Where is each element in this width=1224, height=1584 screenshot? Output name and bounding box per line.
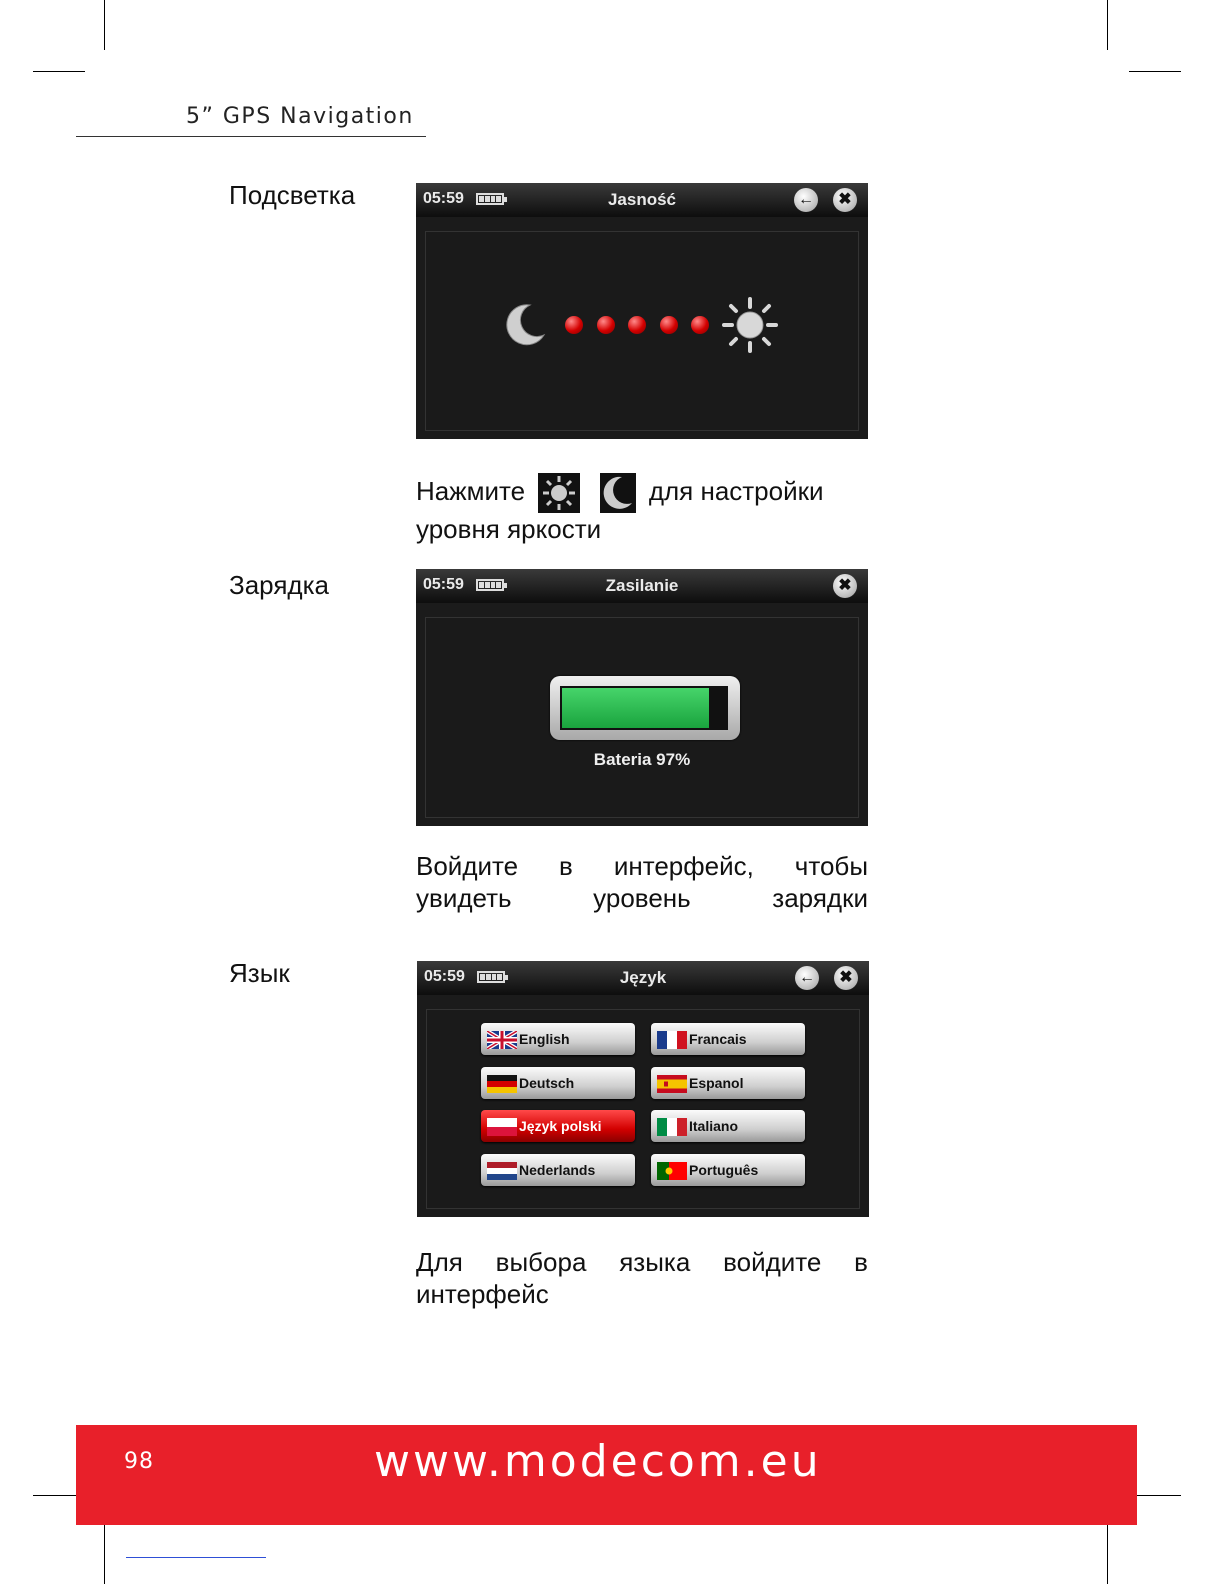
sun-icon[interactable] (722, 297, 778, 353)
language-label: Język polski (519, 1118, 602, 1134)
crop-mark (33, 71, 85, 72)
france-flag-icon (657, 1031, 687, 1049)
brightness-dot (597, 316, 615, 334)
language-button-espanol[interactable] (651, 1067, 805, 1099)
brightness-screen (416, 183, 868, 439)
brightness-dot (660, 316, 678, 334)
close-icon[interactable]: ✖ (834, 966, 858, 990)
section-label-backlight: Подсветка (229, 180, 356, 210)
moon-icon[interactable] (500, 301, 548, 349)
desc-text: Нажмите (416, 475, 526, 506)
charging-description (416, 850, 868, 914)
netherlands-flag-icon (487, 1162, 517, 1180)
language-button-polski[interactable] (481, 1110, 635, 1142)
sun-icon (538, 473, 580, 513)
desc-text: Для выбора языка войдите в (416, 1247, 868, 1277)
battery-percent-label: Bateria 97% (593, 750, 691, 769)
desc-text: интерфейс (416, 1279, 549, 1309)
language-button-francais[interactable] (651, 1023, 805, 1055)
close-icon[interactable]: ✖ (833, 574, 857, 598)
language-label: Deutsch (519, 1075, 575, 1091)
moon-icon (600, 473, 636, 513)
language-label: Nederlands (519, 1162, 596, 1178)
screen-title: Język (619, 968, 667, 987)
crop-mark (104, 1515, 105, 1584)
screen-titlebar (416, 569, 868, 603)
clock-time: 05:59 (423, 190, 464, 207)
crop-mark (1107, 1515, 1108, 1584)
battery-level-gauge (550, 676, 740, 740)
desc-text: уровня яркости (416, 514, 602, 544)
brightness-dot (565, 316, 583, 334)
crop-mark (1107, 0, 1108, 50)
document-header-title: 5” GPS Navigation (186, 104, 414, 129)
brightness-description (416, 473, 868, 545)
section-label-charging: Зарядка (229, 570, 329, 600)
language-label: Italiano (689, 1118, 739, 1134)
language-label: Espanol (689, 1075, 744, 1091)
brightness-dot (628, 316, 646, 334)
crop-mark (1129, 71, 1181, 72)
language-label: Português (689, 1162, 759, 1178)
language-screen (417, 961, 869, 1217)
header-divider (76, 136, 426, 137)
footer-rule (126, 1557, 266, 1558)
screen-titlebar (416, 183, 868, 217)
screen-title: Jasność (607, 190, 677, 209)
language-button-portugues[interactable] (651, 1154, 805, 1186)
germany-flag-icon (487, 1075, 517, 1093)
brightness-dot (691, 316, 709, 334)
clock-time: 05:59 (423, 576, 464, 593)
desc-text: увидеть уровень зарядки (416, 883, 868, 913)
clock-time: 05:59 (424, 968, 465, 985)
page-number: 98 (124, 1449, 154, 1474)
desc-text: Войдите в интерфейс, чтобы (416, 851, 868, 881)
language-button-nederlands[interactable] (481, 1154, 635, 1186)
close-icon[interactable]: ✖ (833, 188, 857, 212)
battery-fill (562, 688, 709, 728)
language-label: English (519, 1031, 570, 1047)
back-icon[interactable]: ← (794, 188, 818, 212)
language-button-english[interactable] (481, 1023, 635, 1055)
italy-flag-icon (657, 1118, 687, 1136)
footer-url: www.modecom.eu (374, 1436, 822, 1487)
section-label-language: Язык (229, 958, 290, 988)
language-label: Francais (689, 1031, 747, 1047)
back-icon[interactable]: ← (795, 966, 819, 990)
crop-mark (104, 0, 105, 50)
power-screen (416, 569, 868, 826)
desc-text: для настройки (648, 475, 824, 506)
portugal-flag-icon (657, 1162, 687, 1180)
screen-title: Zasilanie (605, 576, 679, 595)
language-description (416, 1246, 868, 1310)
language-button-italiano[interactable] (651, 1110, 805, 1142)
uk-flag-icon (487, 1031, 517, 1049)
poland-flag-icon (487, 1118, 517, 1136)
language-button-deutsch[interactable] (481, 1067, 635, 1099)
screen-titlebar (417, 961, 869, 995)
spain-flag-icon (657, 1075, 687, 1093)
